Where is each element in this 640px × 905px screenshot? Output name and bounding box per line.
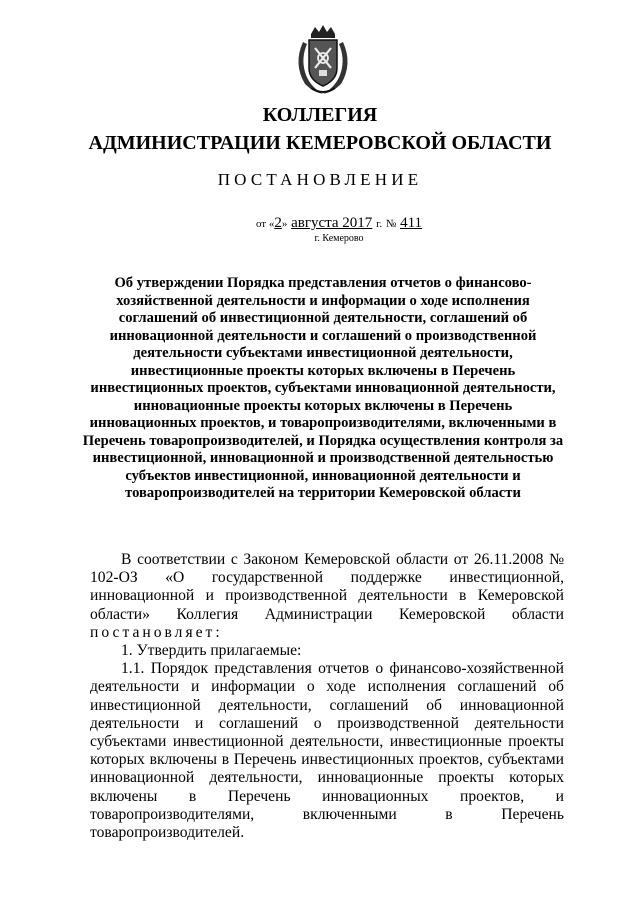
date-year-suffix: г.: [376, 218, 383, 230]
coat-of-arms-icon: [289, 24, 357, 96]
decree-word: постановляет:: [90, 623, 223, 641]
preamble-paragraph: [90, 551, 564, 642]
org-name-line2: АДМИНИСТРАЦИИ КЕМЕРОВСКОЙ ОБЛАСТИ: [88, 132, 552, 154]
item-1: 1. Утвердить прилагаемые:: [121, 642, 302, 660]
city: г. Кемерово: [314, 233, 364, 244]
org-name-line1: КОЛЛЕГИЯ: [262, 104, 378, 126]
document-number: 411: [400, 215, 423, 231]
date-prefix: от «: [255, 218, 275, 230]
date-mid: »: [281, 218, 288, 230]
document-type: ПОСТАНОВЛЕНИЕ: [217, 170, 423, 189]
number-prefix: №: [385, 218, 397, 230]
document-title: Об утверждении Порядка представления отчетов о финансово-хозяйственной деятельности и информации о ходе исполнения соглашений об инвестиционной деятельности, соглашений об инновационной деятельности и соглашений о производственной деятельности субъектами инвестиционной деятельности, инвестиционные проекты которых включены в Перечень инвестиционных проектов, субъектами инновационной деятельности, инновационные проекты которых включены в Перечень инновационных проектов, и товаропроизводителями, включенными в Перечень товаропроизводителей, и Порядка осуществления контроля за инвестиционной, инновационной и производственной деятельностью субъектов инвестиционной, инновационной деятельности и товаропроизводителей на территории Кемеровской области: [82, 275, 564, 501]
preamble-text: В соответствии с Законом Кемеровской области от 26.11.2008 № 102-ОЗ «О государственной поддержке инвестиционной, инновационной и производственной деятельности в Кемеровской области» Коллегия Администрации Кемеровской области: [90, 551, 564, 623]
document-body: [90, 551, 564, 842]
date-month-year: августа 2017: [291, 215, 373, 231]
item-1-1: 1.1. Порядок представления отчетов о финансово-хозяйственной деятельности и информации о ходе исполнения соглашений об инвестиционной деятельности, соглашений об инновационной деятельности и соглашений о производственной деятельности субъектами инвестиционной деятельности, инвестиционные проекты которых включены в Перечень инвестиционных проектов, субъектами инновационной деятельности, инновационные проекты которых включены в Перечень инновационных проектов, и товаропроизводителями, включенными в Перечень товаропроизводителей.: [90, 660, 564, 842]
date-number-line: [0, 214, 640, 233]
date-day: 2: [274, 215, 282, 231]
